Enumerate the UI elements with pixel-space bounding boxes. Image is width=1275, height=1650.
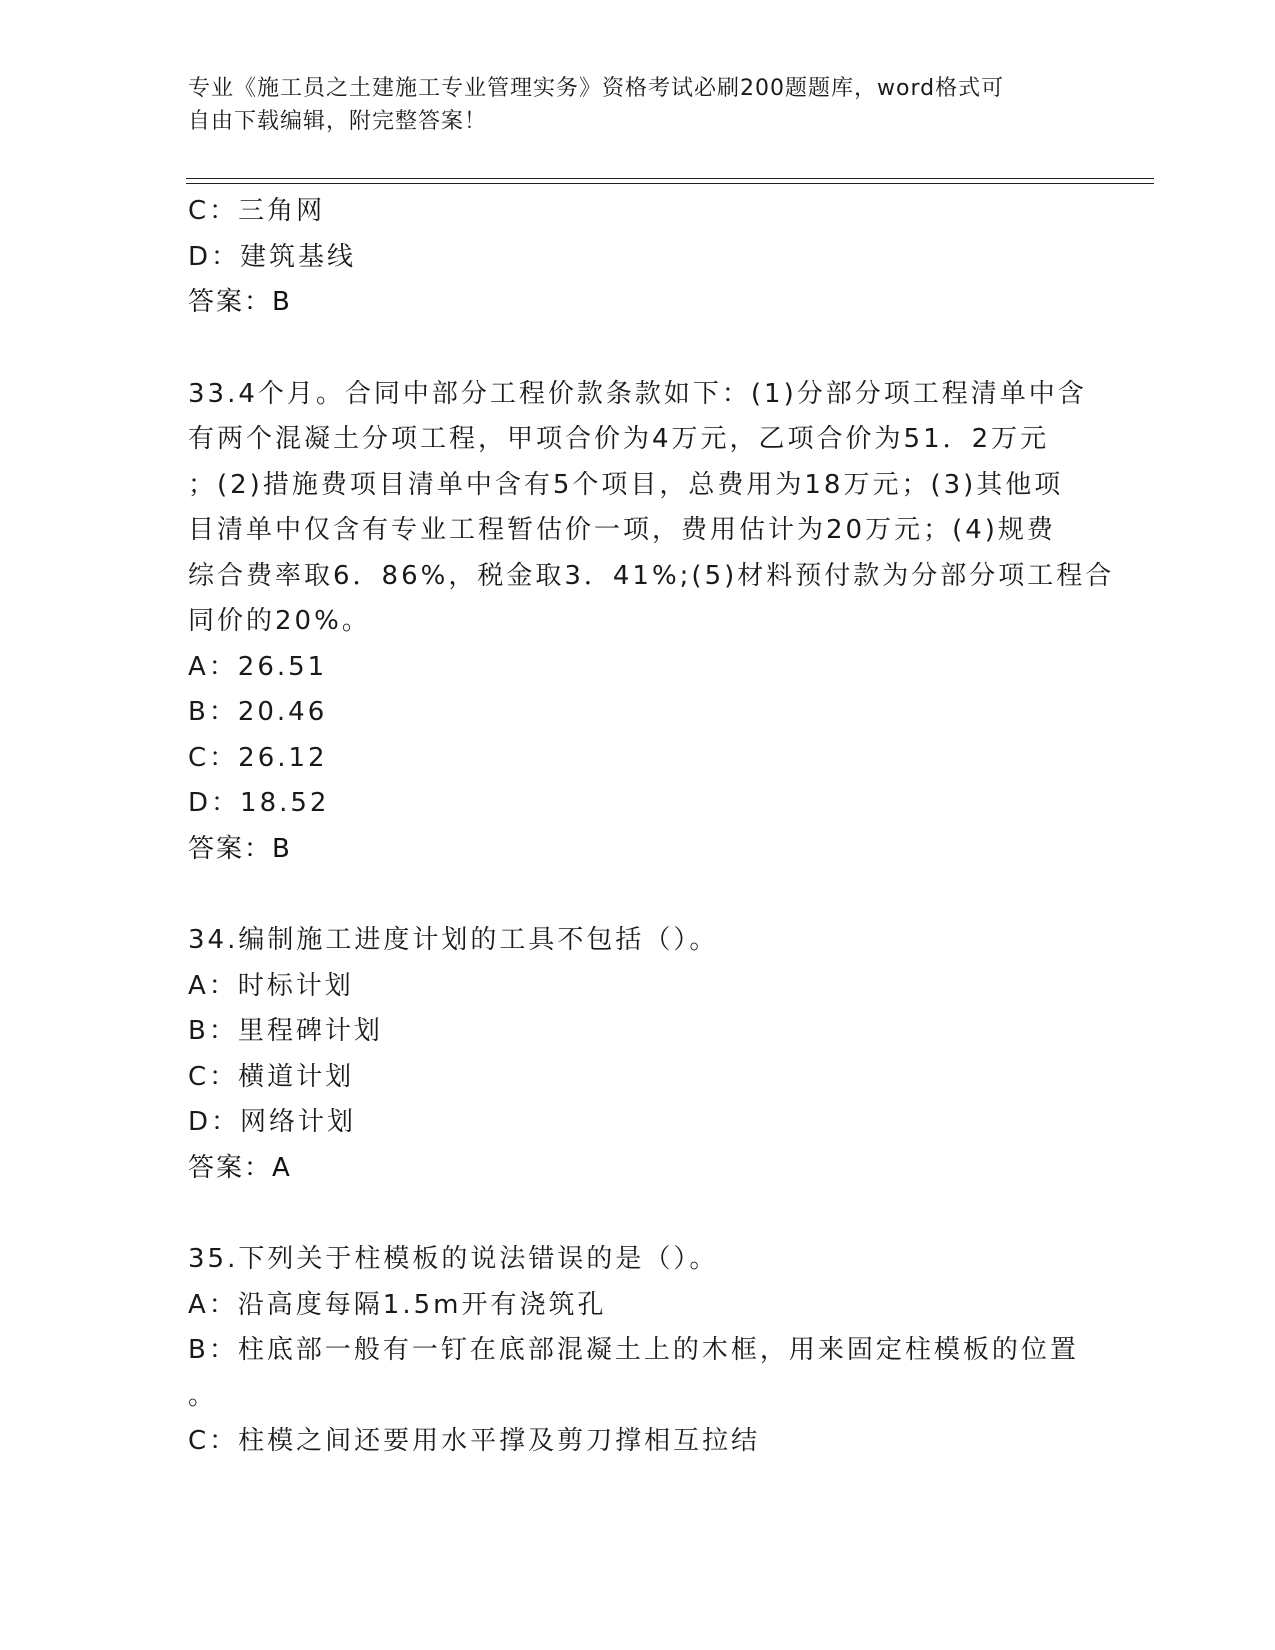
option-b: B：里程碑计划 xyxy=(188,1016,383,1046)
option-c: C：三角网 xyxy=(188,196,326,226)
document-header xyxy=(188,72,1088,138)
header-divider-top xyxy=(186,178,1154,179)
spacer xyxy=(188,872,1088,918)
answer: 答案：B xyxy=(188,833,292,864)
answer: 答案：A xyxy=(188,1152,292,1183)
option-a: A：26.51 xyxy=(188,651,328,682)
option-a: A：时标计划 xyxy=(188,970,354,1001)
header-line-1: 专业《施工员之土建施工专业管理实务》资格考试必刷200题题库，word格式可 xyxy=(188,76,1005,101)
question-text-line: 33.4个月。合同中部分工程价款条款如下：(1)分部分项工程清单中含 xyxy=(188,378,1087,409)
option-c: C：26.12 xyxy=(188,742,328,773)
question-33 xyxy=(188,372,1115,873)
option-c: C：柱模之间还要用水平撑及剪刀撑相互拉结 xyxy=(188,1426,761,1456)
question-text-line: 有两个混凝土分项工程，甲项合价为4万元，乙项合价为51．2万元 xyxy=(188,424,1050,454)
header-line-2: 自由下载编辑，附完整答案！ xyxy=(188,109,488,134)
answer: 答案：B xyxy=(188,287,292,317)
question-text-line: 目清单中仅含有专业工程暂估价一项，费用估计为20万元；(4)规费 xyxy=(188,515,1056,545)
question-text-line: 34.编制施工进度计划的工具不包括（）。 xyxy=(188,925,719,955)
option-d: D：网络计划 xyxy=(188,1107,357,1137)
question-text-line: ；(2)措施费项目清单中含有5个项目，总费用为18万元；(3)其他项 xyxy=(188,469,1064,500)
question-35 xyxy=(188,1237,1088,1465)
question-32-tail xyxy=(188,189,1088,326)
header-divider-bottom xyxy=(186,183,1154,184)
question-text-line: 35.下列关于柱模板的说法错误的是（）。 xyxy=(188,1244,719,1274)
question-text-line: 综合费率取6．86%，税金取3．41%;(5)材料预付款为分部分项工程合 xyxy=(188,560,1115,591)
spacer xyxy=(188,1191,1088,1237)
question-text-line: 同价的20%。 xyxy=(188,606,371,636)
option-a: A：沿高度每隔1.5m开有浇筑孔 xyxy=(188,1289,607,1320)
option-b-continuation: 。 xyxy=(188,1380,218,1411)
option-c: C：横道计划 xyxy=(188,1061,355,1092)
spacer xyxy=(188,326,1088,372)
document-body xyxy=(188,189,1115,1465)
option-b: B：柱底部一般有一钉在底部混凝土上的木框，用来固定柱模板的位置 xyxy=(188,1335,1079,1365)
option-b: B：20.46 xyxy=(188,697,328,727)
option-d: D：18.52 xyxy=(188,788,330,818)
option-d: D：建筑基线 xyxy=(188,241,357,272)
question-34 xyxy=(188,918,1088,1191)
